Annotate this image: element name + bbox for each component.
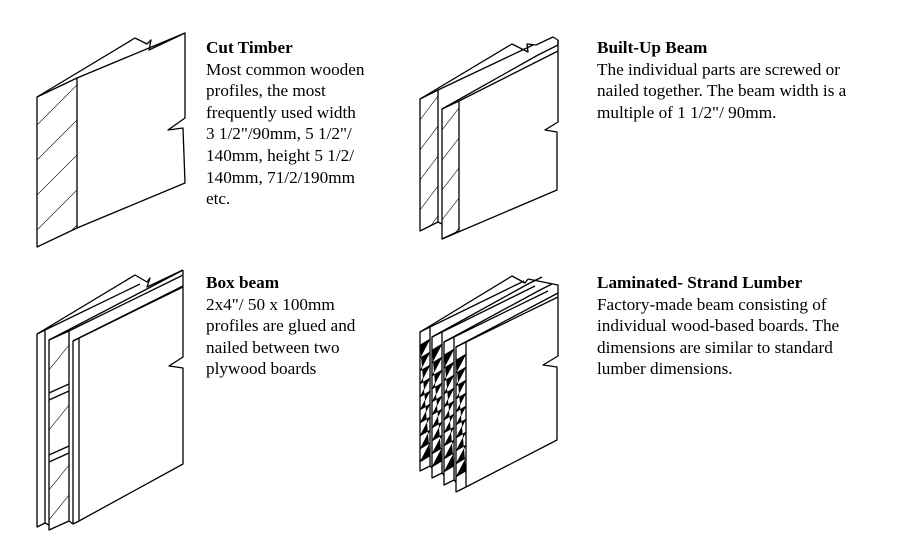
box-beam-title: Box beam — [206, 273, 280, 292]
cut-timber-line: etc. — [206, 189, 231, 209]
cut-timber-line: 140mm, 71/2/190mm — [206, 167, 355, 187]
box-beam-line: profiles are glued and — [206, 316, 356, 336]
cut-timber-title: Cut Timber — [206, 38, 293, 57]
built-up-beam-description — [597, 59, 846, 124]
cut-timber-line: 140mm, height 5 1/2/ — [206, 145, 354, 165]
cut-timber-line: Most common wooden — [206, 59, 365, 79]
cut-timber-line: frequently used width — [206, 102, 356, 122]
lsl-line: Factory-made beam consisting of — [597, 294, 827, 314]
box-beam-line: 2x4"/ 50 x 100mm — [206, 294, 335, 314]
box-beam-line: nailed between two — [206, 337, 340, 357]
laminated-strand-lumber-caption — [597, 272, 839, 380]
lsl-description — [597, 294, 839, 380]
built-up-beam-title: Built-Up Beam — [597, 38, 708, 57]
built-up-beam-line: The individual parts are screwed or — [597, 59, 840, 79]
cut-timber-line: profiles, the most — [206, 81, 326, 101]
built-up-beam-caption — [597, 37, 846, 123]
lsl-title: Laminated- Strand Lumber — [597, 273, 803, 292]
lsl-line: dimensions are similar to standard — [597, 337, 833, 357]
box-beam-line: plywood boards — [206, 359, 317, 379]
built-up-beam-line: nailed together. The beam width is a — [597, 81, 847, 101]
cut-timber-line: 3 1/2"/90mm, 5 1/2"/ — [206, 124, 352, 144]
built-up-beam-line: multiple of 1 1/2"/ 90mm. — [597, 102, 777, 122]
lsl-line: individual wood-based boards. The — [597, 316, 840, 336]
lsl-line: lumber dimensions. — [597, 359, 733, 379]
